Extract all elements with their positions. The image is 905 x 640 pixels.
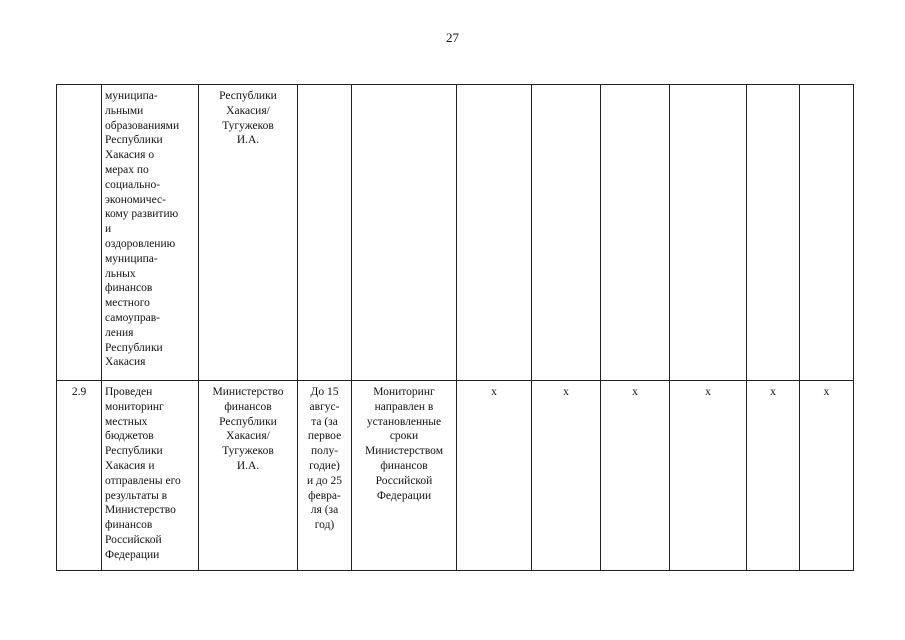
value-cell: х [747, 381, 800, 571]
value-cell: х [601, 381, 670, 571]
value-cell [800, 85, 854, 381]
event-cell: Проведен мониторинг местных бюджетов Республики Хакасия и отправлены его результаты в Министерство финансов Российской Федерации [102, 381, 199, 571]
value-cell: х [670, 381, 747, 571]
result-cell [352, 85, 457, 381]
deadline-cell [298, 85, 352, 381]
value-cell: х [800, 381, 854, 571]
deadline-cell: До 15 авгус- та (за первое полу- годие) и до 25 февра- ля (за год) [298, 381, 352, 571]
table-row [57, 381, 854, 571]
row-number-cell: 2.9 [57, 381, 102, 571]
value-cell [532, 85, 601, 381]
value-cell: х [532, 381, 601, 571]
plan-table [56, 84, 854, 571]
event-cell: муниципа- льными образованиями Республики Хакасия о мерах по социально- экономичес- кому развитию и оздоровлению муниципа- льных финансов местного самоуправ- ления Республики Хакасия [102, 85, 199, 381]
value-cell: х [457, 381, 532, 571]
responsible-cell: Республики Хакасия/ Тугужеков И.А. [199, 85, 298, 381]
row-number-cell [57, 85, 102, 381]
responsible-cell: Министерство финансов Республики Хакасия/ Тугужеков И.А. [199, 381, 298, 571]
page-number: 27 [446, 30, 459, 45]
value-cell [670, 85, 747, 381]
value-cell [747, 85, 800, 381]
result-cell: Мониторинг направлен в установленные сроки Министерством финансов Российской Федерации [352, 381, 457, 571]
table-row [57, 85, 854, 381]
value-cell [601, 85, 670, 381]
value-cell [457, 85, 532, 381]
